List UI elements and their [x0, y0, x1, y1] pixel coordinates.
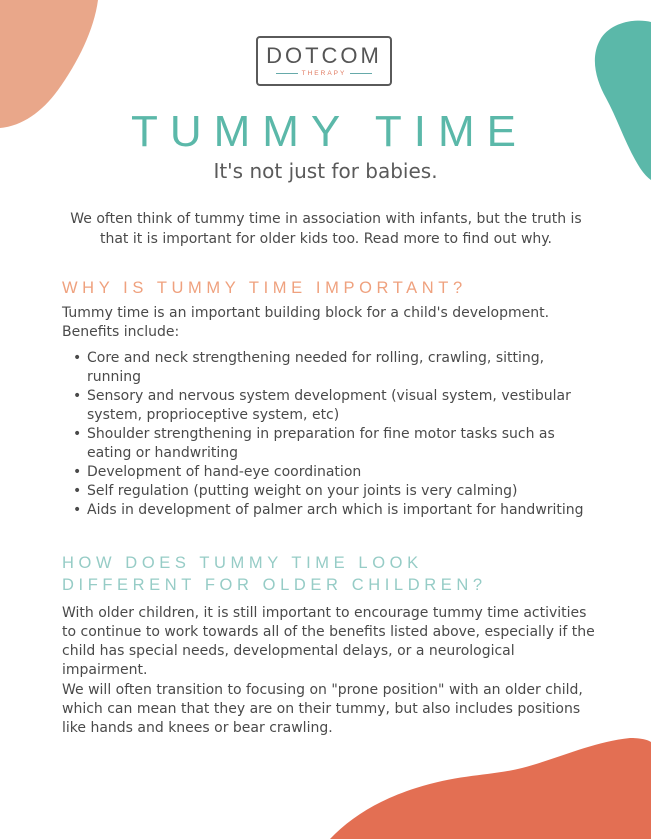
list-item: • Core and neck strengthening needed for rolling, crawling, sitting, running: [62, 349, 602, 387]
list-item: • Sensory and nervous system development (visual system, vestibular system, proprioceptive system, etc): [62, 387, 602, 425]
benefits-list: [62, 349, 602, 520]
page-subtitle: It's not just for babies.: [213, 159, 438, 183]
logo-subtext: THERAPY: [301, 70, 347, 77]
section2-paragraph-2: We will often transition to focusing on "prone position" with an older child, which can mean that they are on their tummy, but also includes positions like hands and knees or bear crawling.: [62, 682, 583, 736]
logo-wordmark: DOTCOM: [266, 43, 382, 68]
page-title: TUMMY TIME: [130, 107, 529, 156]
heading-line-1: HOW DOES TUMMY TIME LOOK: [62, 554, 423, 572]
list-item: • Aids in development of palmer arch which is important for handwriting: [62, 501, 602, 520]
list-item: • Development of hand-eye coordination: [62, 463, 602, 482]
intro-paragraph: We often think of tummy time in association with infants, but the truth is that it is important for older kids too. Read more to find out why.: [70, 211, 582, 247]
section-heading-older-children: [62, 552, 582, 596]
dotcom-therapy-logo: [256, 36, 392, 86]
heading-line-2: DIFFERENT FOR OLDER CHILDREN?: [62, 576, 487, 594]
section1-lead: Tummy time is an important building block for a child's development. Benefits include:: [62, 305, 550, 340]
logo-rule-left: [276, 73, 298, 74]
list-item: • Shoulder strengthening in preparation for fine motor tasks such as eating or handwriting: [62, 425, 602, 463]
logo-rule-right: [350, 73, 372, 74]
section2-paragraph-1: With older children, it is still important to encourage tummy time activities to continue to work towards all of the benefits listed above, especially if the child has special needs, developmental delays, or a neurological impairment.: [62, 605, 595, 678]
coral-blob-bottom-right: [330, 738, 651, 839]
list-item: • Self regulation (putting weight on your joints is very calming): [62, 482, 602, 501]
logo-subline: [276, 70, 373, 77]
section-heading-why: WHY IS TUMMY TIME IMPORTANT?: [62, 279, 467, 297]
